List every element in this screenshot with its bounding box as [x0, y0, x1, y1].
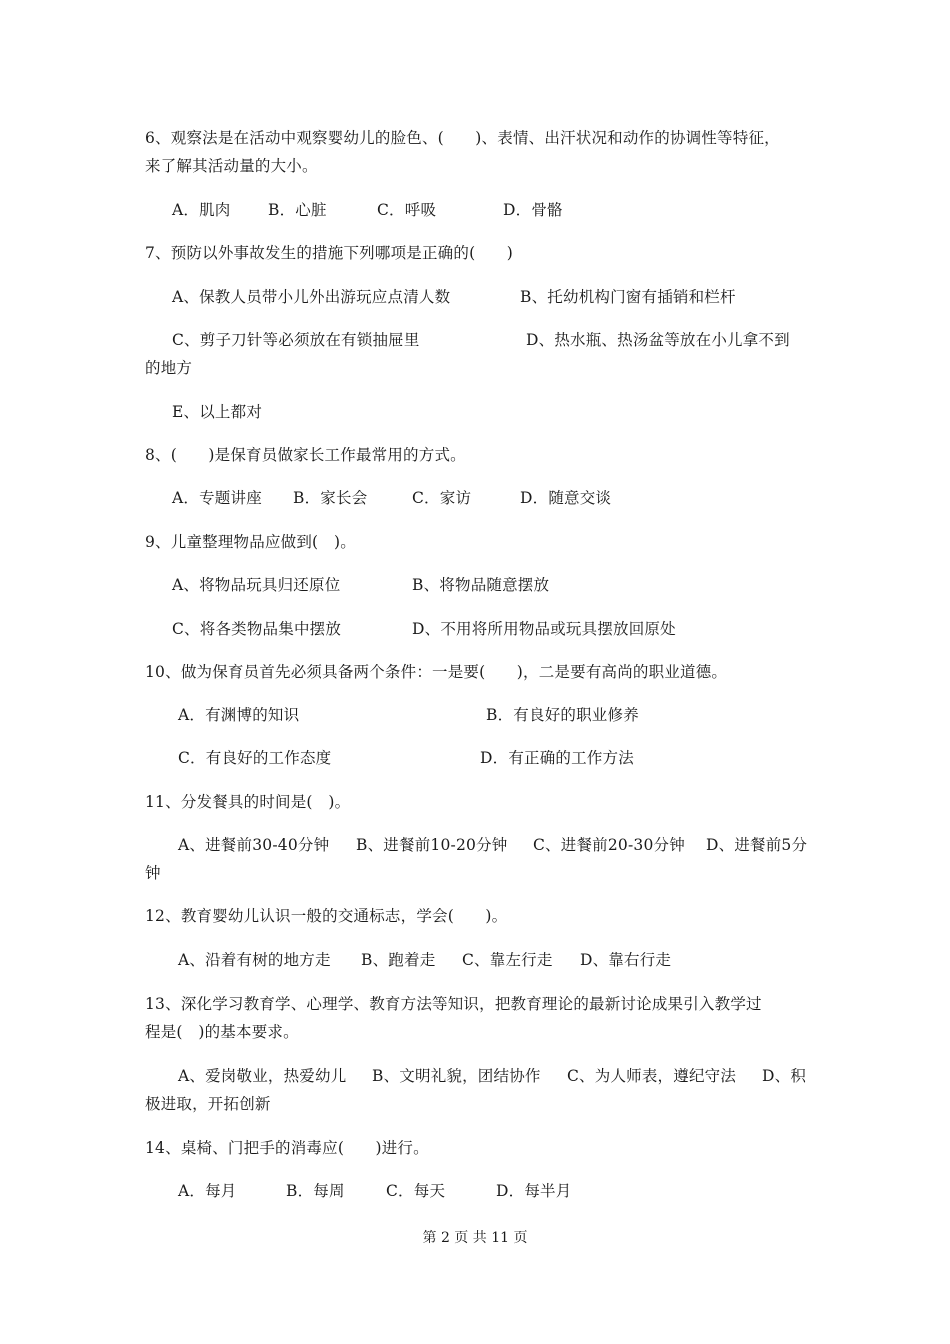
question-11-option-d-continued: 钟	[145, 864, 161, 882]
question-7-option-b: B、托幼机构门窗有插销和栏杆	[520, 288, 736, 306]
question-8-option-a: A．专题讲座	[172, 489, 262, 507]
question-7-option-e: E、以上都对	[172, 403, 263, 421]
question-7-option-d-continued: 的地方	[145, 359, 193, 377]
question-8-option-c: C．家访	[412, 489, 472, 507]
question-10-option-a: A．有渊博的知识	[178, 706, 300, 724]
question-6-option-d: D．骨骼	[503, 201, 563, 219]
question-13-option-c: C、为人师表，遵纪守法	[567, 1067, 737, 1085]
question-14-option-a: A．每月	[178, 1182, 237, 1200]
question-9-option-b: B、将物品随意摆放	[412, 576, 550, 594]
question-13-option-d-continued: 极进取，开拓创新	[145, 1095, 271, 1113]
question-7-option-c: C、剪子刀针等必须放在有锁抽屉里	[172, 331, 420, 349]
question-9-option-c: C、将各类物品集中摆放	[172, 620, 342, 638]
question-13-stem-line-2: 程是( )的基本要求。	[145, 1023, 299, 1041]
question-13-option-b: B、文明礼貌，团结协作	[372, 1067, 541, 1085]
question-13-option-d: D、积	[762, 1067, 807, 1085]
question-6-stem-line-1: 6、观察法是在活动中观察婴幼儿的脸色、( )、表情、出汗状况和动作的协调性等特征，	[145, 129, 780, 147]
question-10-option-c: C．有良好的工作态度	[178, 749, 332, 767]
question-13-stem-line-1: 13、深化学习教育学、心理学、教育方法等知识，把教育理论的最新讨论成果引入教学过	[145, 995, 762, 1013]
question-7-option-d: D、热水瓶、热汤盆等放在小儿拿不到	[526, 331, 790, 349]
question-6-stem-line-2: 来了解其活动量的大小。	[145, 157, 318, 175]
question-14-stem: 14、桌椅、门把手的消毒应( )进行。	[145, 1139, 429, 1157]
question-14-option-c: C．每天	[386, 1182, 446, 1200]
question-14-option-b: B．每周	[286, 1182, 345, 1200]
question-11-option-d: D、进餐前5分	[706, 836, 808, 854]
question-7-stem: 7、预防以外事故发生的措施下列哪项是正确的( )	[145, 244, 513, 262]
question-9-option-a: A、将物品玩具归还原位	[172, 576, 341, 594]
question-9-stem: 9、儿童整理物品应做到( )。	[145, 533, 356, 551]
question-6-option-a: A．肌肉	[172, 201, 231, 219]
question-12-option-d: D、靠右行走	[580, 951, 672, 969]
question-8-option-d: D．随意交谈	[520, 489, 612, 507]
question-14-option-d: D．每半月	[496, 1182, 572, 1200]
question-10-stem: 10、做为保育员首先必须具备两个条件：一是要( )，二是要有高尚的职业道德。	[145, 663, 728, 681]
question-10-option-b: B．有良好的职业修养	[486, 706, 639, 724]
question-7-option-a: A、保教人员带小儿外出游玩应点清人数	[172, 288, 451, 306]
question-6-option-b: B．心脏	[268, 201, 327, 219]
question-9-option-d: D、不用将所用物品或玩具摆放回原处	[412, 620, 676, 638]
question-12-option-c: C、靠左行走	[462, 951, 553, 969]
question-8-option-b: B．家长会	[293, 489, 368, 507]
question-13-option-a: A、爱岗敬业，热爱幼儿	[178, 1067, 347, 1085]
question-12-stem: 12、教育婴幼儿认识一般的交通标志，学会( )。	[145, 907, 508, 925]
question-12-option-a: A、沿着有树的地方走	[178, 951, 331, 969]
question-12-option-b: B、跑着走	[361, 951, 436, 969]
question-11-option-b: B、进餐前10-20分钟	[356, 836, 508, 854]
page-number-footer: 第 2 页 共 11 页	[422, 1230, 528, 1246]
question-11-option-c: C、进餐前20-30分钟	[533, 836, 685, 854]
question-8-stem: 8、( )是保育员做家长工作最常用的方式。	[145, 446, 466, 464]
question-6-option-c: C．呼吸	[377, 201, 437, 219]
question-11-stem: 11、分发餐具的时间是( )。	[145, 793, 351, 811]
question-10-option-d: D．有正确的工作方法	[480, 749, 634, 767]
question-11-option-a: A、进餐前30-40分钟	[178, 836, 330, 854]
